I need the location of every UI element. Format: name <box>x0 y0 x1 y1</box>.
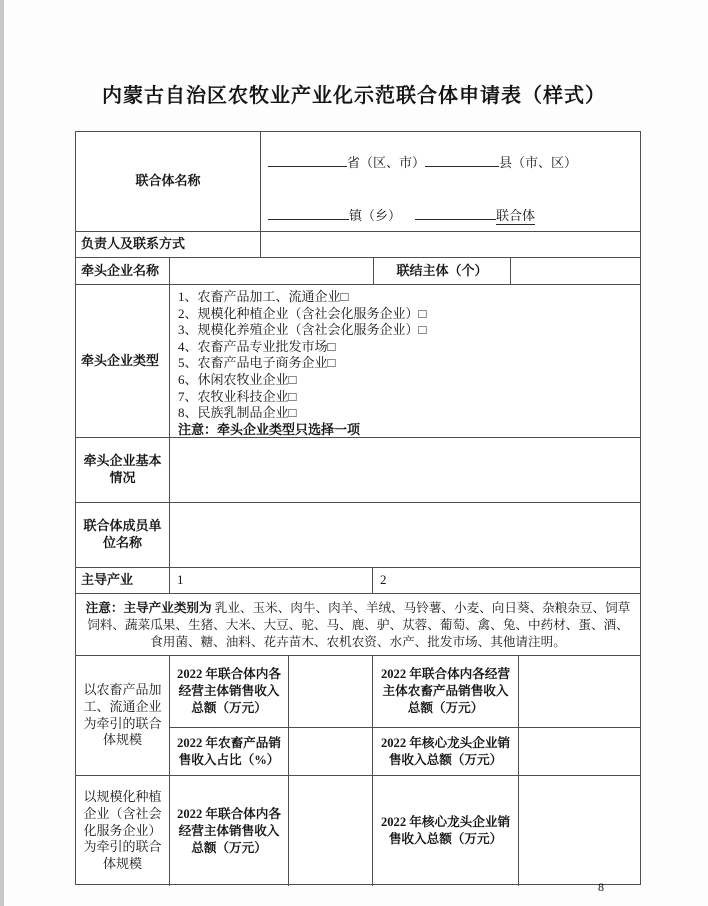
lead-enterprise-basic-label: 牵头企业基本情况 <box>76 438 170 502</box>
type-select-one-note: 注意：牵头企业类型只选择一项 <box>178 421 361 437</box>
type-option-7: 7、农牧业科技企业□ <box>178 388 297 404</box>
industry-note-body: 乳业、玉米、肉牛、肉羊、羊绒、马铃薯、小麦、向日葵、杂粮杂豆、饲草饲料、蔬菜瓜果、生猪、大米、大豆、驼、马、鹿、驴、苁蓉、葡萄、禽、兔、中药材、蛋、酒、食用菌、糖、油料、花卉苗木、农机农资、水产、批发市场、其他请注明。 <box>87 601 631 649</box>
type-option-6: 6、休闲农牧业企业□ <box>178 371 297 387</box>
member-units-label: 联合体成员单位名称 <box>76 503 170 567</box>
type-option-1: 1、农畜产品加工、流通企业□ <box>178 289 349 304</box>
consortium-name-line1 <box>268 153 577 172</box>
application-form-table <box>75 131 641 885</box>
lead-enterprise-name-label: 牵头企业名称 <box>76 258 170 284</box>
proc-revenue-ratio-header: 2022 年农畜产品销售收入占比（%） <box>170 728 289 776</box>
row-contact <box>76 232 640 258</box>
row-lead-enterprise-basic <box>76 438 640 503</box>
main-industry-value-1: 1 <box>170 568 373 593</box>
type-option-5: 5、农畜产品电子商务企业□ <box>178 355 336 371</box>
lead-enterprise-type-options <box>170 285 640 437</box>
consortium-name-line2 <box>268 206 535 225</box>
consortium-suffix: 联合体 <box>496 208 536 224</box>
main-industry-value-2: 2 <box>380 572 387 588</box>
blank-province <box>268 153 347 167</box>
proc-agri-product-revenue-value-cell <box>519 656 640 727</box>
row-section-processing <box>76 656 640 776</box>
main-industry-label: 主导产业 <box>76 568 170 593</box>
blank-county <box>425 153 499 167</box>
section-processing-subrow-2 <box>170 728 640 776</box>
industry-note-cell <box>76 594 640 655</box>
proc-core-enterprise-revenue-header: 2022 年核心龙头企业销售收入总额（万元） <box>373 728 519 776</box>
province-suffix: 省（区、市） <box>347 155 426 170</box>
proc-revenue-ratio-value-cell <box>289 728 373 776</box>
linked-entities-value-cell <box>511 258 640 284</box>
type-option-2: 2、规模化种植企业（含社会化服务企业）□ <box>178 305 427 321</box>
plant-core-enterprise-revenue-value-cell <box>519 776 640 886</box>
row-main-industry <box>76 568 640 594</box>
lead-enterprise-name-value-cell <box>170 258 374 284</box>
row-member-units <box>76 503 640 568</box>
type-option-4: 4、农畜产品专业批发市场□ <box>178 338 336 354</box>
proc-total-revenue-value-cell <box>289 656 373 727</box>
section-processing-subrow-1 <box>170 656 640 728</box>
section-processing-grid <box>170 656 640 775</box>
lead-enterprise-type-label: 牵头企业类型 <box>76 285 170 437</box>
row-consortium-name <box>76 132 640 232</box>
row-lead-enterprise-type <box>76 285 640 438</box>
page-title: 内蒙古自治区农牧业产业化示范联合体申请表（样式） <box>102 85 606 107</box>
consortium-name-label: 联合体名称 <box>76 132 261 231</box>
proc-core-enterprise-revenue-value-cell <box>519 728 640 776</box>
section-processing-label: 以农畜产品加工、流通企业为牵引的联合体规模 <box>76 656 170 775</box>
consortium-name-value-cell <box>261 132 640 231</box>
row-section-planting <box>76 776 640 886</box>
proc-total-revenue-header: 2022 年联合体内各经营主体销售收入总额（万元） <box>170 656 289 727</box>
section-planting-label: 以规模化种植企业（含社会化服务企业）为牵引的联合体规模 <box>76 776 170 886</box>
plant-total-revenue-value-cell <box>289 776 373 886</box>
blank-consortium <box>415 206 496 220</box>
contact-label: 负责人及联系方式 <box>76 232 261 257</box>
page-number: 8 <box>598 880 604 894</box>
plant-total-revenue-header: 2022 年联合体内各经营主体销售收入总额（万元） <box>170 776 289 886</box>
contact-value-cell <box>261 232 640 257</box>
type-option-3: 3、规模化养殖企业（含社会化服务企业）□ <box>178 322 427 338</box>
linked-entities-label: 联结主体（个） <box>374 258 511 284</box>
lead-enterprise-basic-value-cell <box>170 438 640 502</box>
type-option-8: 8、民族乳制品企业□ <box>178 405 297 421</box>
county-suffix: 县（市、区） <box>499 155 578 170</box>
row-lead-enterprise-name <box>76 258 640 285</box>
industry-note-lead: 注意：主导产业类别为 <box>85 601 212 615</box>
town-suffix: 镇（乡） <box>349 208 402 224</box>
blank-town <box>268 206 349 220</box>
proc-agri-product-revenue-header: 2022 年联合体内各经营主体农畜产品销售收入总额（万元） <box>373 656 519 727</box>
page-edge-shadow <box>0 0 4 906</box>
member-units-value-cell <box>170 503 640 567</box>
row-industry-note <box>76 594 640 656</box>
plant-core-enterprise-revenue-header: 2022 年核心龙头企业销售收入总额（万元） <box>373 776 519 886</box>
